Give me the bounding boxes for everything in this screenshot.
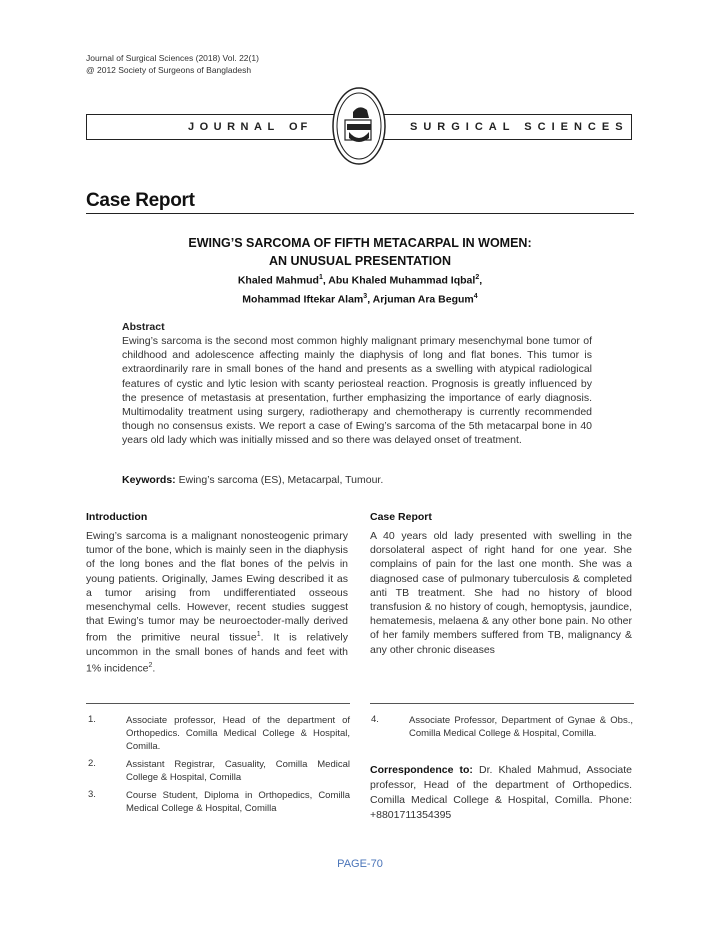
abstract-body: Ewing’s sarcoma is the second most common highly malignant primary mesenchymal bone tumor of childhood and adolescence affecting mainly the diaphysis of long and flat bones. This tumor is extraordinarily rare in small bones of the hand and presents as a swelling with atypical radiological features of cystic and lytic lesion with scanty periosteal reaction. Prognosis is greatly influenced by the presence of metastasis at presentation, further emphasizing the importance of early diagnosis. Multimodality treatment using surgery, radiotherapy and chemotherapy is currently recommended though no consensus exists. We report a case of Ewing’s sarcoma of the 5th metacarpal bone in 40 years old lady which was initially missed and so there was delayed onset of treatment.: [122, 335, 592, 447]
banner-of-word: OF: [289, 121, 311, 133]
author-name: Khaled Mahmud: [237, 274, 319, 287]
introduction-text: .: [152, 662, 156, 675]
banner-surgical-sciences: SURGICAL SCIENCES: [410, 121, 629, 133]
footnote-number: 3.: [88, 789, 96, 800]
abstract-heading: Abstract: [122, 321, 165, 333]
journal-logo-icon: [331, 86, 387, 166]
keywords: [122, 474, 383, 486]
journal-citation: Journal of Surgical Sciences (2018) Vol. 22(1): [86, 53, 259, 63]
journal-meta: [86, 52, 259, 76]
author-affiliation-mark: 1: [318, 274, 323, 281]
footnote-text: Associate Professor, Department of Gynae & Obs., Comilla Medical College & Hospital, Comilla.: [409, 715, 633, 739]
author-name: Arjuman Ara Begum: [372, 293, 474, 306]
section-divider: [86, 213, 634, 214]
article-title-line1: EWING’S SARCOMA OF FIFTH METACARPAL IN WOMEN:: [188, 236, 532, 250]
footnote-divider-right: [370, 703, 634, 704]
article-title-line2: AN UNUSUAL PRESENTATION: [269, 254, 451, 268]
author-affiliation-mark: 4: [473, 293, 478, 300]
citation-mark: 2: [148, 662, 153, 670]
section-title: Case Report: [86, 190, 195, 211]
case-report-heading: Case Report: [370, 511, 432, 523]
author-list-line2: [120, 293, 600, 306]
correspondence-label: Correspondence to:: [370, 764, 473, 776]
keywords-label: Keywords:: [122, 474, 176, 486]
introduction-text: . It is relatively uncommon in the small bones of hands and feet with 1% incidence: [86, 631, 348, 675]
journal-copyright: @ 2012 Society of Surgeons of Bangladesh: [86, 65, 252, 75]
author-affiliation-mark: 2: [475, 274, 480, 281]
author-name: Abu Khaled Muhammad Iqbal: [328, 274, 476, 287]
footnote-number: 4.: [371, 714, 379, 725]
citation-mark: 1: [256, 631, 261, 639]
footnote-text: Course Student, Diploma in Orthopedics, Comilla Medical College & Hospital, Comilla: [126, 790, 350, 814]
author-separator: ,: [367, 293, 373, 306]
footnote-number: 1.: [88, 714, 96, 725]
correspondence-text: Dr. Khaled Mahmud, Associate professor, Head of the department of Orthopedics. Comilla Medical College & Hospital, Comilla. Phone: +8801711354395: [370, 764, 633, 821]
correspondence: [370, 763, 632, 823]
author-affiliation-mark: 3: [363, 293, 368, 300]
introduction-text: Ewing’s sarcoma is a malignant nonosteogenic primary tumor of the bone, which is mainly seen in the diaphysis of the long bones and the flat bones of the pelvis in young patients. Originally, James Ewing described it as a tumor arising from undifferentiated osseous mesenchymal cells. However, recent studies suggest that Ewing’s tumor may be neuroectoder-mally derived from the primitive neural tissue: [86, 530, 348, 644]
author-name: Mohammad Iftekar Alam: [242, 293, 364, 306]
author-separator: ,: [479, 274, 483, 287]
introduction-body: [86, 529, 348, 676]
case-report-body: A 40 years old lady presented with swelling in the dorsolateral aspect of right hand for one year. She complains of pain for the last one month. She was a diagnosed case of pulmonary tuberculosis & completed anti TB treatment. She had no history of blood transfusion & no history of cough, hemoptysis, jaundice, hematemesis, melaena & any other bone pain. No other of her family members suffered from TB, malignancy & any other chronic diseases: [370, 530, 632, 656]
author-separator: ,: [322, 274, 329, 287]
footnote-text: Assistant Registrar, Casuality, Comilla Medical College & Hospital, Comilla: [126, 759, 350, 783]
banner-journal-word: JOURNAL: [188, 121, 280, 133]
introduction-heading: Introduction: [86, 511, 148, 523]
footnote-number: 2.: [88, 758, 96, 769]
footnote-text: Associate professor, Head of the department of Orthopedics. Comilla Medical College & Hospital, Comilla.: [126, 715, 350, 752]
author-list-line1: [120, 274, 600, 287]
keywords-list: Ewing’s sarcoma (ES), Metacarpal, Tumour.: [178, 474, 384, 486]
page-number: PAGE-70: [337, 858, 383, 870]
footnote-divider-left: [86, 703, 350, 704]
